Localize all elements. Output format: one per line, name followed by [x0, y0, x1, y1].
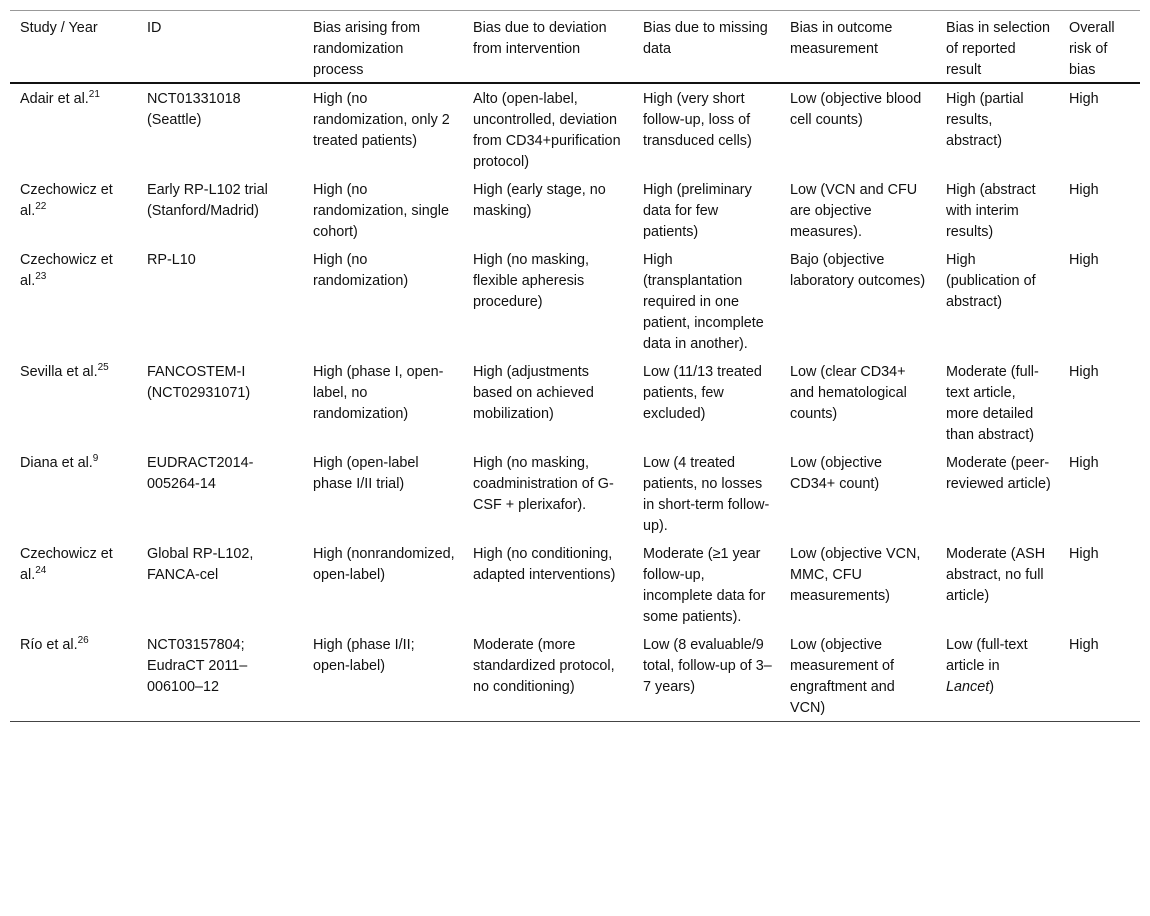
header-row	[10, 11, 1140, 84]
header-study-year: Study / Year	[20, 20, 98, 36]
cell-id: Global RP-L102, FANCA-cel	[147, 546, 254, 583]
cell-outcome: Low (objective VCN, MMC, CFU measurements)	[790, 546, 921, 604]
cell-missing-data: Moderate (≥1 year follow-up, incomplete data for some patients).	[643, 546, 766, 625]
table-row	[10, 630, 1140, 722]
cell-study	[10, 83, 137, 175]
cell-outcome: Low (objective CD34+ count)	[790, 455, 882, 492]
cell-outcome: Low (objective measurement of engraftment and VCN)	[790, 637, 895, 716]
cell-overall: High	[1069, 91, 1099, 107]
selection-text-end: )	[989, 679, 995, 695]
cell-deviation: Alto (open-label, uncontrolled, deviation from CD34+purification protocol)	[473, 91, 621, 170]
cell-id: NCT03157804; EudraCT 2011–006100–12	[147, 637, 248, 695]
cell-selection	[936, 630, 1059, 722]
cell-study	[10, 630, 137, 722]
cell-randomization: High (open-label phase I/II trial)	[313, 455, 419, 492]
cell-study	[10, 175, 137, 245]
cell-id: RP-L10	[147, 252, 196, 268]
study-name: Czechowicz et al.	[20, 182, 113, 219]
study-name: Sevilla et al.	[20, 364, 98, 380]
cell-study	[10, 448, 137, 539]
cell-missing-data: High (very short follow-up, loss of transduced cells)	[643, 91, 752, 149]
cell-overall: High	[1069, 182, 1099, 198]
cell-selection: High (partial results, abstract)	[946, 91, 1024, 149]
reference-number: 21	[88, 89, 100, 100]
cell-overall: High	[1069, 546, 1099, 562]
cell-study	[10, 245, 137, 357]
header-id: ID	[147, 20, 162, 36]
cell-randomization: High (phase I/II; open-label)	[313, 637, 415, 674]
cell-id: EUDRACT2014-005264-14	[147, 455, 254, 492]
reference-number: 23	[35, 271, 47, 282]
table-row	[10, 83, 1140, 175]
header-outcome-measurement-bias: Bias in outcome measurement	[790, 20, 893, 57]
header-randomization-bias: Bias arising from randomization process	[313, 20, 421, 78]
selection-text: Low (full-text article in	[946, 637, 1028, 674]
study-name: Czechowicz et al.	[20, 546, 113, 583]
cell-overall: High	[1069, 252, 1099, 268]
cell-deviation: Moderate (more standardized protocol, no conditioning)	[473, 637, 615, 695]
cell-deviation: High (no masking, coadministration of G-CSF + plerixafor).	[473, 455, 614, 513]
cell-overall: High	[1069, 455, 1099, 471]
header-overall-risk: Overall risk of bias	[1069, 20, 1115, 78]
header-reported-result-bias: Bias in selection of reported result	[946, 20, 1050, 78]
cell-missing-data: High (transplantation required in one patient, incomplete data in another).	[643, 252, 764, 352]
risk-of-bias-table	[10, 10, 1140, 722]
cell-study	[10, 539, 137, 630]
cell-selection: Moderate (ASH abstract, no full article)	[946, 546, 1046, 604]
cell-missing-data: Low (8 evaluable/9 total, follow-up of 3–7 years)	[643, 637, 772, 695]
header-missing-data-bias: Bias due to missing data	[643, 20, 768, 57]
cell-outcome: Low (VCN and CFU are objective measures).	[790, 182, 918, 240]
cell-missing-data: High (preliminary data for few patients)	[643, 182, 752, 240]
cell-id: Early RP-L102 trial (Stanford/Madrid)	[147, 182, 268, 219]
cell-randomization: High (no randomization, only 2 treated patients)	[313, 91, 450, 149]
table-row	[10, 357, 1140, 448]
reference-number: 25	[97, 362, 109, 373]
journal-name: Lancet	[946, 679, 990, 695]
reference-number: 9	[92, 453, 99, 464]
table-row	[10, 175, 1140, 245]
cell-randomization: High (no randomization, single cohort)	[313, 182, 449, 240]
cell-deviation: High (no masking, flexible apheresis procedure)	[473, 252, 589, 310]
reference-number: 22	[35, 201, 47, 212]
reference-number: 24	[35, 565, 47, 576]
study-name: Río et al.	[20, 637, 78, 653]
cell-missing-data: Low (4 treated patients, no losses in short-term follow-up).	[643, 455, 770, 534]
risk-of-bias-table-container	[10, 10, 1140, 722]
cell-randomization: High (nonrandomized, open-label)	[313, 546, 455, 583]
table-row	[10, 539, 1140, 630]
cell-outcome: Low (objective blood cell counts)	[790, 91, 922, 128]
cell-missing-data: Low (11/13 treated patients, few excluded)	[643, 364, 762, 422]
cell-overall: High	[1069, 364, 1099, 380]
table-row	[10, 245, 1140, 357]
cell-selection: Moderate (full-text article, more detailed than abstract)	[946, 364, 1039, 443]
cell-id: FANCOSTEM-I (NCT02931071)	[147, 364, 251, 401]
table-header	[10, 11, 1140, 84]
cell-selection: Moderate (peer-reviewed article)	[946, 455, 1051, 492]
cell-outcome: Bajo (objective laboratory outcomes)	[790, 252, 926, 289]
header-deviation-bias: Bias due to deviation from intervention	[473, 20, 607, 57]
cell-selection: High (publication of abstract)	[946, 252, 1036, 310]
cell-deviation: High (early stage, no masking)	[473, 182, 606, 219]
cell-selection: High (abstract with interim results)	[946, 182, 1036, 240]
table-row	[10, 448, 1140, 539]
study-name: Czechowicz et al.	[20, 252, 113, 289]
reference-number: 26	[77, 635, 89, 646]
cell-randomization: High (phase I, open-label, no randomization)	[313, 364, 444, 422]
cell-overall: High	[1069, 637, 1099, 653]
cell-deviation: High (no conditioning, adapted interventions)	[473, 546, 616, 583]
study-name: Diana et al.	[20, 455, 93, 471]
cell-deviation: High (adjustments based on achieved mobilization)	[473, 364, 594, 422]
cell-outcome: Low (clear CD34+ and hematological counts)	[790, 364, 907, 422]
study-name: Adair et al.	[20, 91, 89, 107]
cell-id: NCT01331018 (Seattle)	[147, 91, 241, 128]
cell-study	[10, 357, 137, 448]
table-body	[10, 83, 1140, 722]
cell-randomization: High (no randomization)	[313, 252, 409, 289]
